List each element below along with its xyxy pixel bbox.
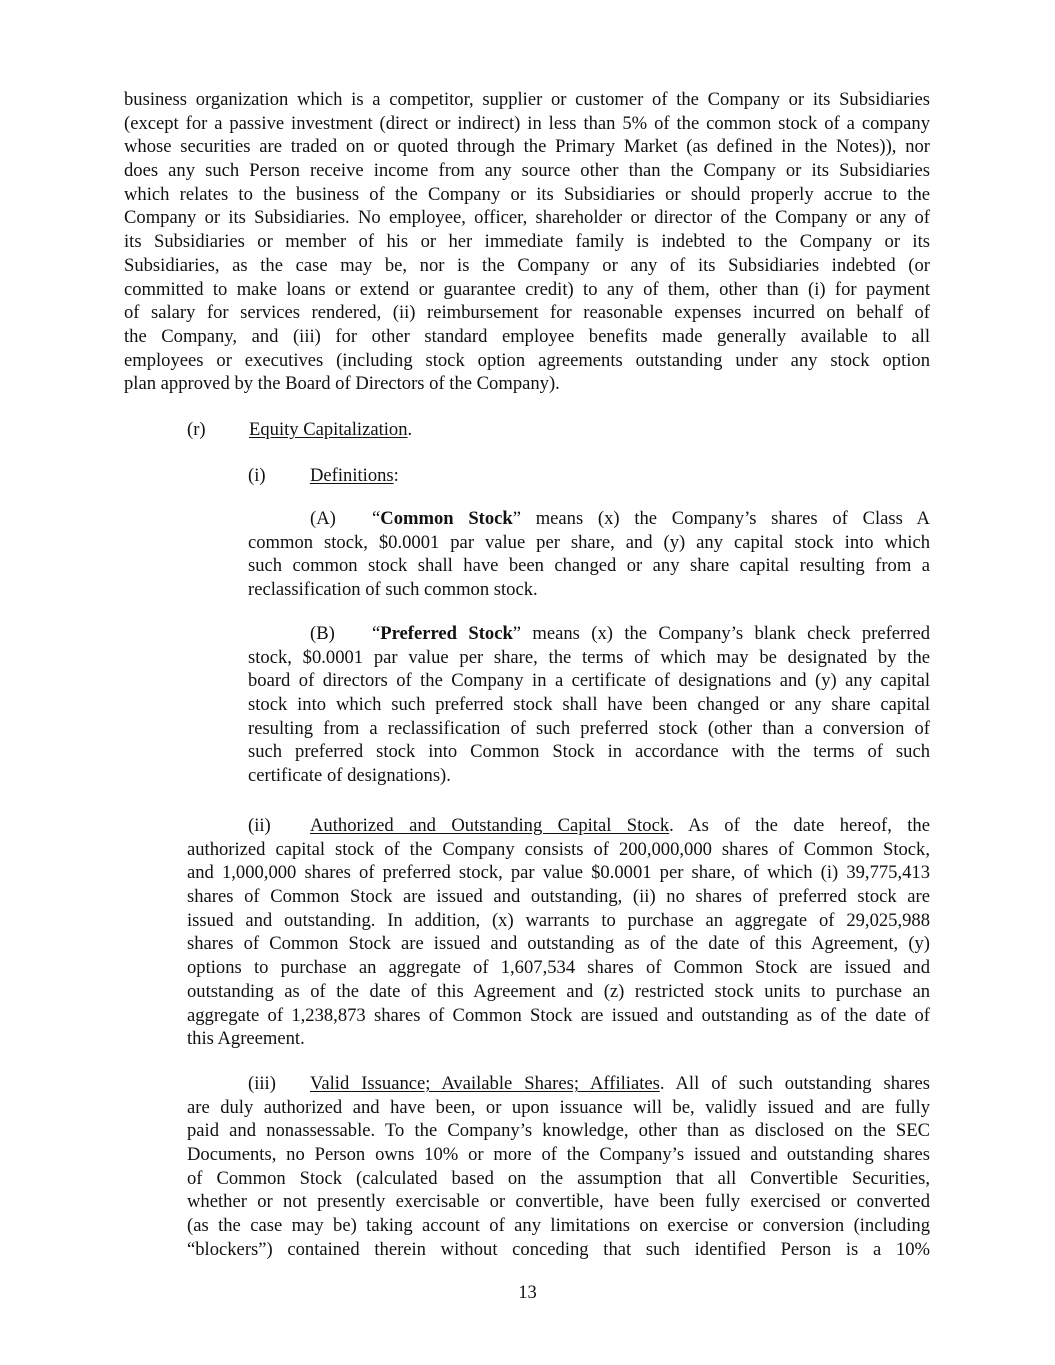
section-label: (B) [310,623,335,644]
definition-body [248,531,930,602]
text-line: this Agreement. [187,1028,305,1050]
section-title: Valid Issuance; Available Shares; Affiliates [310,1073,660,1094]
text-line: board of directors of the Company in a certificate of designations and (y) any capital [248,670,930,692]
text-line: which relates to the business of the Company or its Subsidiaries or should properly accrue to the [124,183,930,205]
text-line: whether or not presently exercisable or convertible, have been fully exercised or converted [187,1191,930,1213]
text-line: stock, $0.0001 par value per share, the terms of which may be designated by the [248,646,930,668]
section-i-heading [248,464,399,488]
section-label: (A) [310,508,336,529]
defined-term: Common Stock [380,508,513,529]
text-line: are duly authorized and have been, or upon issuance will be, validly issued and are fully [187,1096,930,1118]
section-title: Equity Capitalization [249,419,408,440]
defined-term: Preferred Stock [380,623,513,644]
text-line: (as the case may be) taking account of any limitations on exercise or conversion (including [187,1215,930,1237]
quote: “ [372,623,381,644]
definition-preferred-stock [248,622,930,788]
text-line: does any such Person receive income from any source other than the Company or its Subsidiaries [124,160,930,182]
quote: “ [372,508,381,529]
text-line: “blockers”) contained therein without conceding that such identified Person is a 10% [187,1238,930,1260]
text-line: Documents, no Person owns 10% or more of the Company’s issued and outstanding shares [187,1144,930,1166]
text-line: common stock, $0.0001 par value per share, and (y) any capital stock into which [248,531,930,553]
definition-common-stock [248,507,930,602]
section-body [187,1096,930,1262]
text-line: stock into which such preferred stock shall have been changed or any share capital [248,694,930,716]
section-title: Authorized and Outstanding Capital Stock [310,815,670,836]
text-line: Company or its Subsidiaries. No employee, officer, shareholder or director of the Company or any of [124,207,930,229]
text-line: of salary for services rendered, (ii) reimbursement for reasonable expenses incurred on behalf of [124,302,930,324]
text-line: Subsidiaries, as the case may be, nor is the Company or any of its Subsidiaries indebted (or [124,254,930,276]
section-label: (ii) [248,815,271,836]
text-line: (except for a passive investment (direct or indirect) in less than 5% of the common stock of a company [124,112,930,134]
text-line: such preferred stock into Common Stock in accordance with the terms of such [248,741,930,763]
section-r-heading [187,418,412,442]
text-line: certificate of designations). [248,765,451,787]
text-line: outstanding as of the date of this Agreement and (z) restricted stock units to purchase an [187,980,930,1002]
text-line: such common stock shall have been changed or any share capital resulting from a [248,555,930,577]
definition-text: ” means (x) the Company’s shares of Class A [512,508,930,529]
text-line: options to purchase an aggregate of 1,607,534 shares of Common Stock are issued and [187,957,930,979]
text-line: plan approved by the Board of Directors of the Company). [124,373,560,395]
section-text: . All of such outstanding shares [659,1073,930,1094]
text-line: authorized capital stock of the Company consists of 200,000,000 shares of Common Stock, [187,838,930,860]
text-line: issued and outstanding. In addition, (x) warrants to purchase an aggregate of 29,025,988 [187,909,930,931]
text-line: its Subsidiaries or member of his or her immediate family is indebted to the Company or its [124,231,930,253]
text-line: committed to make loans or extend or guarantee credit) to any of them, other than (i) for payment [124,278,930,300]
page-number: 13 [518,1282,537,1303]
text-line: and 1,000,000 shares of preferred stock, par value $0.0001 per share, of which (i) 39,775,413 [187,862,930,884]
section-title: Definitions [310,465,394,486]
definition-body [248,646,930,788]
punct: : [393,465,399,486]
text-line: whose securities are traded on or quoted through the Primary Market (as defined in the Notes)), nor [124,136,930,158]
text-line: shares of Common Stock are issued and outstanding as of the date of this Agreement, (y) [187,933,930,955]
section-body [187,838,930,1051]
text-line: aggregate of 1,238,873 shares of Common Stock are issued and outstanding as of the date of [187,1004,930,1026]
section-iii-valid-issuance [187,1072,930,1262]
text-line: employees or executives (including stock option agreements outstanding under any stock option [124,349,930,371]
section-label: (iii) [248,1073,276,1094]
paragraph-affiliate-transactions [124,88,930,396]
definition-text: ” means (x) the Company’s blank check preferred [512,623,930,644]
text-line: of Common Stock (calculated based on the assumption that all Convertible Securities, [187,1167,930,1189]
text-line: paid and nonassessable. To the Company’s knowledge, other than as disclosed on the SEC [187,1120,930,1142]
section-label: (r) [187,419,206,440]
text-line: reclassification of such common stock. [248,579,538,601]
text-line: shares of Common Stock are issued and outstanding, (ii) no shares of preferred stock are [187,886,930,908]
text-line: business organization which is a competitor, supplier or customer of the Company or its Subsidiaries [124,89,930,110]
text-line: the Company, and (iii) for other standard employee benefits made generally available to all [124,325,930,347]
section-ii-authorized-capital [187,814,930,1051]
section-text: . As of the date hereof, the [669,815,930,836]
section-label: (i) [248,465,266,486]
punct: . [407,419,413,440]
text-line: resulting from a reclassification of such preferred stock (other than a conversion of [248,717,930,739]
